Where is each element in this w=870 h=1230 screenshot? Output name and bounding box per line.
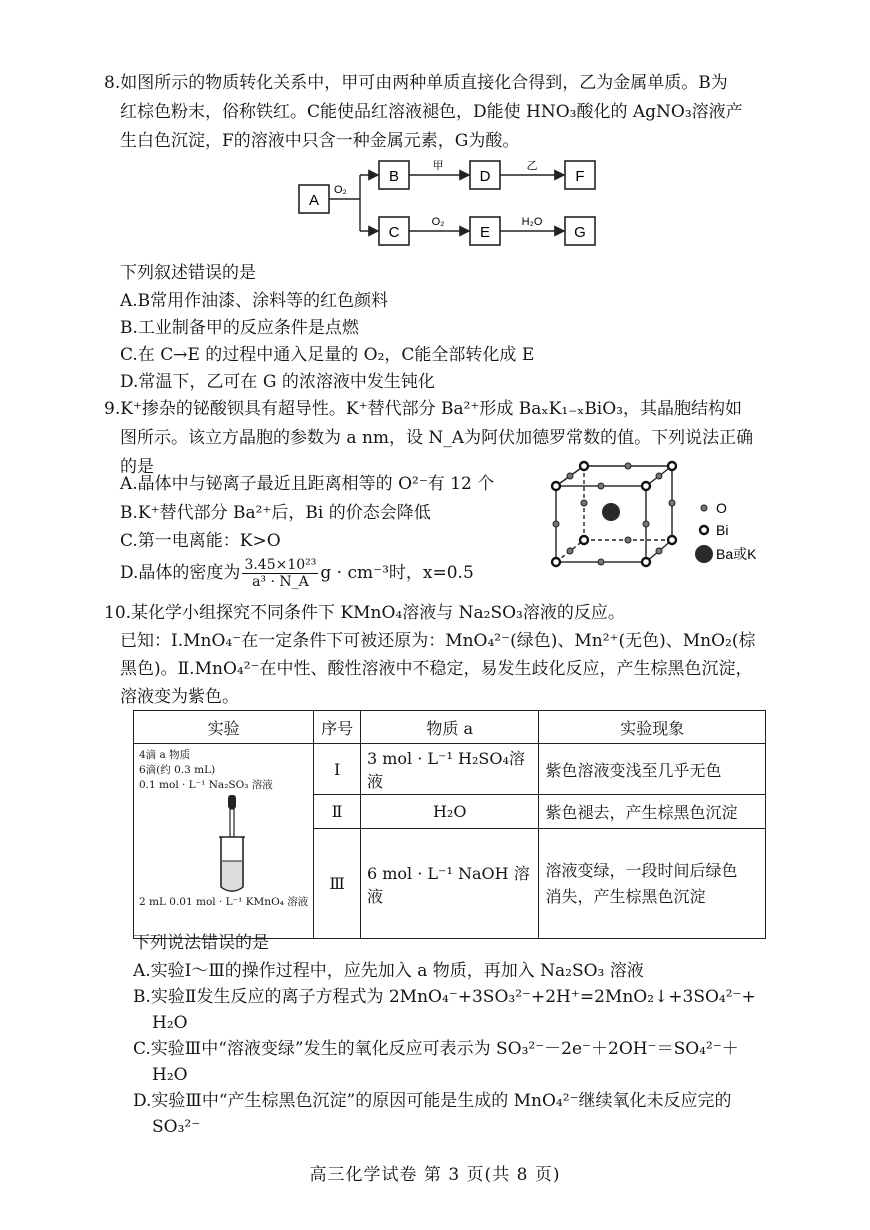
svg-text:G: G [574, 224, 586, 241]
setup-line-4: 2 mL 0.01 mol · L⁻¹ KMnO₄ 溶液 [139, 896, 309, 908]
q8-option-b: B.工业制备甲的反应条件是点燃 [120, 318, 359, 338]
row-1-substance: 3 mol · L⁻¹ H₂SO₄溶液 [360, 744, 538, 795]
q9-option-b: B.K⁺替代部分 Ba²⁺后，Bi 的价态会降低 [120, 503, 431, 523]
q8-stem-line-2: 红棕色粉末，俗称铁红。C能使品红溶液褪色，D能使 HNO₃酸化的 AgNO₃溶液产 [120, 102, 743, 122]
q9-option-c: C.第一电离能：K>O [120, 531, 281, 551]
test-tube-dropper-icon [207, 795, 267, 895]
q8-question: 下列叙述错误的是 [120, 263, 256, 283]
crystal-cell-diagram [542, 458, 777, 576]
q9-option-a: A.晶体中与铋离子最近且距离相等的 O²⁻有 12 个 [120, 474, 495, 494]
header-experiment: 实验 [134, 711, 314, 744]
row-1-phenomenon: 紫色溶液变浅至几乎无色 [539, 744, 766, 795]
setup-line-3: 0.1 mol · L⁻¹ Na₂SO₃ 溶液 [139, 779, 273, 791]
arrow-label-h2o: H₂O [521, 216, 543, 228]
q10-stem-line-1: 10.某化学小组探究不同条件下 KMnO₄溶液与 Na₂SO₃溶液的反应。 [104, 603, 625, 623]
table-row [134, 744, 766, 795]
q10-option-d-line-1: D.实验Ⅲ中“产生棕黑色沉淀”的原因可能是生成的 MnO₄²⁻继续氧化未反应完的 [133, 1091, 732, 1111]
q10-option-b-line-2: H₂O [152, 1013, 188, 1033]
row-3-phenomenon-line-2: 消失，产生棕黑色沉淀 [545, 886, 706, 906]
density-denominator: a³ · N_A [252, 574, 309, 590]
row-3-number: Ⅲ [314, 829, 361, 939]
svg-text:D: D [479, 168, 491, 185]
arrow-label-yi: 乙 [526, 160, 538, 172]
q9-stem-line-1: 9.K⁺掺杂的铋酸钡具有超导性。K⁺替代部分 Ba²⁺形成 BaₓK₁₋ₓBiO₃，其晶胞结构如 [104, 399, 742, 419]
density-fraction [242, 557, 318, 590]
row-2-substance: H₂O [360, 795, 538, 829]
q10-question: 下列说法错误的是 [133, 933, 269, 953]
svg-text:E: E [479, 224, 491, 241]
header-substance: 物质 a [360, 711, 538, 744]
svg-text:Bi: Bi [716, 522, 729, 538]
arrow-label-o2-a: O₂ [334, 184, 347, 196]
q10-option-a: A.实验Ⅰ～Ⅲ的操作过程中，应先加入 a 物质，再加入 Na₂SO₃ 溶液 [133, 961, 644, 981]
box-e [470, 217, 500, 245]
q8-option-c: C.在 C→E 的过程中通入足量的 O₂，C能全部转化成 E [120, 345, 535, 365]
arrow-label-o2-c: O₂ [431, 216, 445, 228]
q10-option-c-line-1: C.实验Ⅲ中“溶液变绿”发生的氧化反应可表示为 SO₃²⁻－2e⁻＋2OH⁻＝SO₄²⁻＋ [133, 1039, 739, 1059]
box-d [470, 161, 500, 189]
box-g [565, 217, 595, 245]
row-2-phenomenon: 紫色褪去，产生棕黑色沉淀 [539, 795, 766, 829]
svg-text:C: C [388, 224, 400, 241]
svg-text:B: B [388, 168, 400, 185]
q8-option-d: D.常温下，乙可在 G 的浓溶液中发生钝化 [120, 372, 435, 392]
setup-line-1: 4滴 a 物质 [139, 749, 191, 761]
svg-text:F: F [575, 168, 585, 185]
box-c [379, 217, 409, 245]
svg-text:Ba或K: Ba或K [716, 546, 757, 562]
q8-stem-line-3: 生白色沉淀，F的溶液中只含一种金属元素，G为酸。 [120, 131, 520, 151]
row-1-number: Ⅰ [314, 744, 361, 795]
q10-stem-line-3: 黑色)。Ⅱ.MnO₄²⁻在中性、酸性溶液中不稳定，易发生歧化反应，产生棕黑色沉淀， [120, 659, 753, 679]
table-header-row [134, 711, 766, 744]
setup-cell [134, 744, 314, 939]
row-3-phenomenon-line-1: 溶液变绿，一段时间后绿色 [545, 860, 738, 880]
ba-k-atom [602, 503, 620, 521]
q8-conversion-diagram [290, 155, 630, 255]
density-numerator: 3.45×10²³ [244, 557, 317, 573]
q8-stem-line-1: 8.如图所示的物质转化关系中，甲可由两种单质直接化合得到，乙为金属单质。B为 [104, 73, 728, 93]
q10-stem-line-4: 溶液变为紫色。 [120, 687, 239, 707]
header-phenomenon: 实验现象 [539, 711, 766, 744]
box-b [379, 161, 409, 189]
q9-option-d-suffix: g · cm⁻³时，x=0.5 [320, 563, 474, 583]
q8-option-a: A.B常用作油漆、涂料等的红色颜料 [120, 291, 389, 311]
row-2-number: Ⅱ [314, 795, 361, 829]
q10-option-c-line-2: H₂O [152, 1065, 188, 1085]
arrow-label-jia: 甲 [432, 160, 444, 172]
q9-option-d-prefix: D.晶体的密度为 [120, 563, 241, 583]
crystal-legend [695, 500, 757, 563]
box-f [565, 161, 595, 189]
row-3-phenomenon-cell [539, 829, 766, 939]
experiment-table [133, 710, 766, 939]
box-a [299, 185, 329, 213]
q10-option-d-line-2: SO₃²⁻ [152, 1117, 201, 1137]
row-3-substance: 6 mol · L⁻¹ NaOH 溶液 [360, 829, 538, 939]
q9-stem-line-3: 的是 [120, 457, 154, 477]
setup-line-2: 6滴(约 0.3 mL) [139, 764, 216, 776]
page-footer: 高三化学试卷 第 3 页(共 8 页) [309, 1165, 561, 1185]
q10-stem-line-2: 已知：Ⅰ.MnO₄⁻在一定条件下可被还原为：MnO₄²⁻(绿色)、Mn²⁺(无色)、MnO₂(棕 [120, 631, 756, 651]
q10-option-b-line-1: B.实验Ⅱ发生反应的离子方程式为 2MnO₄⁻+3SO₃²⁻+2H⁺=2MnO₂↓+3SO₄²⁻+ [133, 987, 756, 1007]
svg-text:A: A [308, 192, 320, 209]
header-number: 序号 [314, 711, 361, 744]
svg-text:O: O [716, 500, 727, 516]
q9-stem-line-2: 图所示。该立方晶胞的参数为 a nm，设 N_A为阿伏加德罗常数的值。下列说法正确 [120, 428, 754, 448]
q9-option-d [120, 556, 474, 590]
